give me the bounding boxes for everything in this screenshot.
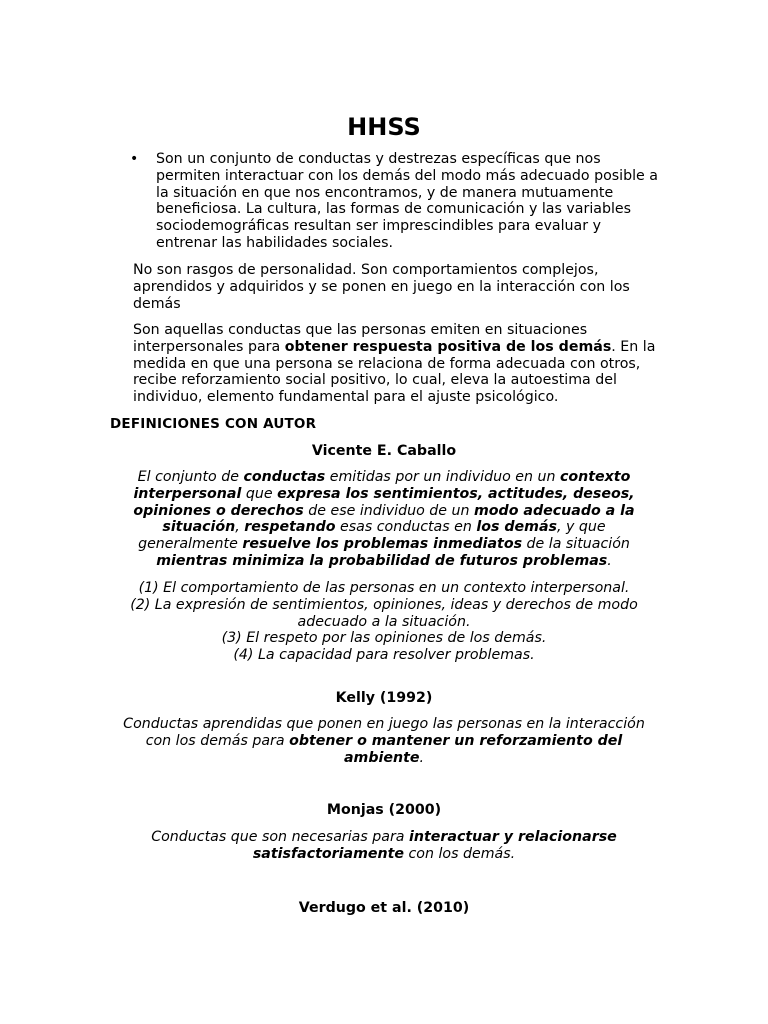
quote-text: emitidas por un individuo en un — [325, 469, 560, 485]
quote-text: . — [419, 749, 425, 766]
paragraph-definition — [133, 322, 663, 406]
page-title: HHSS — [347, 113, 421, 141]
quote-text: Conductas que son necesarias para — [151, 829, 410, 845]
caballo-point: (2) La expresión de sentimientos, opiniones, ideas y derechos de modo adecuado a la situación. — [130, 596, 638, 630]
quote-emphasis: conductas — [243, 469, 326, 485]
paragraph-not-traits: No son rasgos de personalidad. Son comportamientos complejos, aprendidos y adquiridos y se ponen en juego en la interacción con los demás — [133, 262, 630, 312]
author-caballo: Vicente E. Caballo — [311, 443, 457, 459]
quote-text: esas conductas en — [335, 519, 477, 536]
quote-text: . — [607, 552, 612, 569]
author-verdugo: Verdugo et al. (2010) — [298, 900, 470, 916]
quote-monjas — [120, 829, 648, 863]
quote-text: de la situación — [522, 536, 630, 553]
caballo-points-list — [120, 580, 648, 664]
bullet-marker: • — [130, 151, 139, 167]
caballo-point: (1) El comportamiento de las personas en un contexto interpersonal. — [138, 580, 630, 596]
quote-text: , — [235, 519, 245, 536]
paragraph-text: Son aquellas conductas que las personas emiten en situaciones interpersonales para — [133, 322, 588, 355]
quote-emphasis: respetando — [244, 519, 336, 536]
quote-emphasis: expresa los sentimientos, actitudes, deseos, opiniones o derechos — [133, 485, 635, 519]
author-kelly: Kelly (1992) — [335, 690, 433, 706]
quote-text: El conjunto de — [137, 469, 244, 485]
bullet-list-item — [130, 151, 660, 252]
bullet-text: Son un conjunto de conductas y destrezas específicas que nos permiten interactuar con los demás del modo más adecuado posible a la situación en que nos encontramos, y de manera mutuamente beneficiosa. La cultura, las formas de comunicación y las variables sociodemográficas resultan ser imprescindibles para evaluar y entrenar las habilidades sociales. — [156, 151, 658, 251]
caballo-point: (3) El respeto por las opiniones de los demás. — [221, 630, 547, 647]
quote-text: , y que generalmente — [138, 519, 606, 553]
quote-kelly — [120, 716, 648, 766]
quote-emphasis: interactuar y relacionarse satisfactoriamente — [252, 829, 617, 862]
quote-text: con los demás. — [403, 845, 516, 862]
caballo-point: (4) La capacidad para resolver problemas. — [233, 647, 535, 664]
quote-text: Conductas aprendidas que ponen en juego las personas en la interacción con los demás para — [123, 716, 645, 749]
quote-text: de ese individuo de un — [303, 502, 475, 519]
quote-emphasis: los demás — [476, 519, 557, 536]
quote-caballo — [120, 469, 648, 570]
paragraph-emphasis: obtener respuesta positiva de los demás — [284, 338, 612, 355]
quote-emphasis: modo adecuado a la situación — [162, 502, 635, 536]
quote-emphasis: resuelve los problemas inmediatos — [242, 536, 523, 553]
paragraph-text: . En la medida en que una persona se relaciona de forma adecuada con otros, recibe reforzamiento social positivo, lo cual, eleva la autoestima del individuo, elemento fundamental para el ajuste psicológico. — [133, 338, 656, 406]
quote-emphasis: contexto interpersonal — [133, 469, 631, 502]
definitions-heading: DEFINICIONES CON AUTOR — [110, 416, 317, 432]
quote-emphasis: mientras minimiza la probabilidad de futuros problemas — [156, 552, 608, 569]
author-monjas: Monjas (2000) — [326, 802, 442, 818]
quote-text: que — [241, 485, 278, 502]
quote-emphasis: obtener o mantener un reforzamiento del ambiente — [289, 732, 623, 766]
